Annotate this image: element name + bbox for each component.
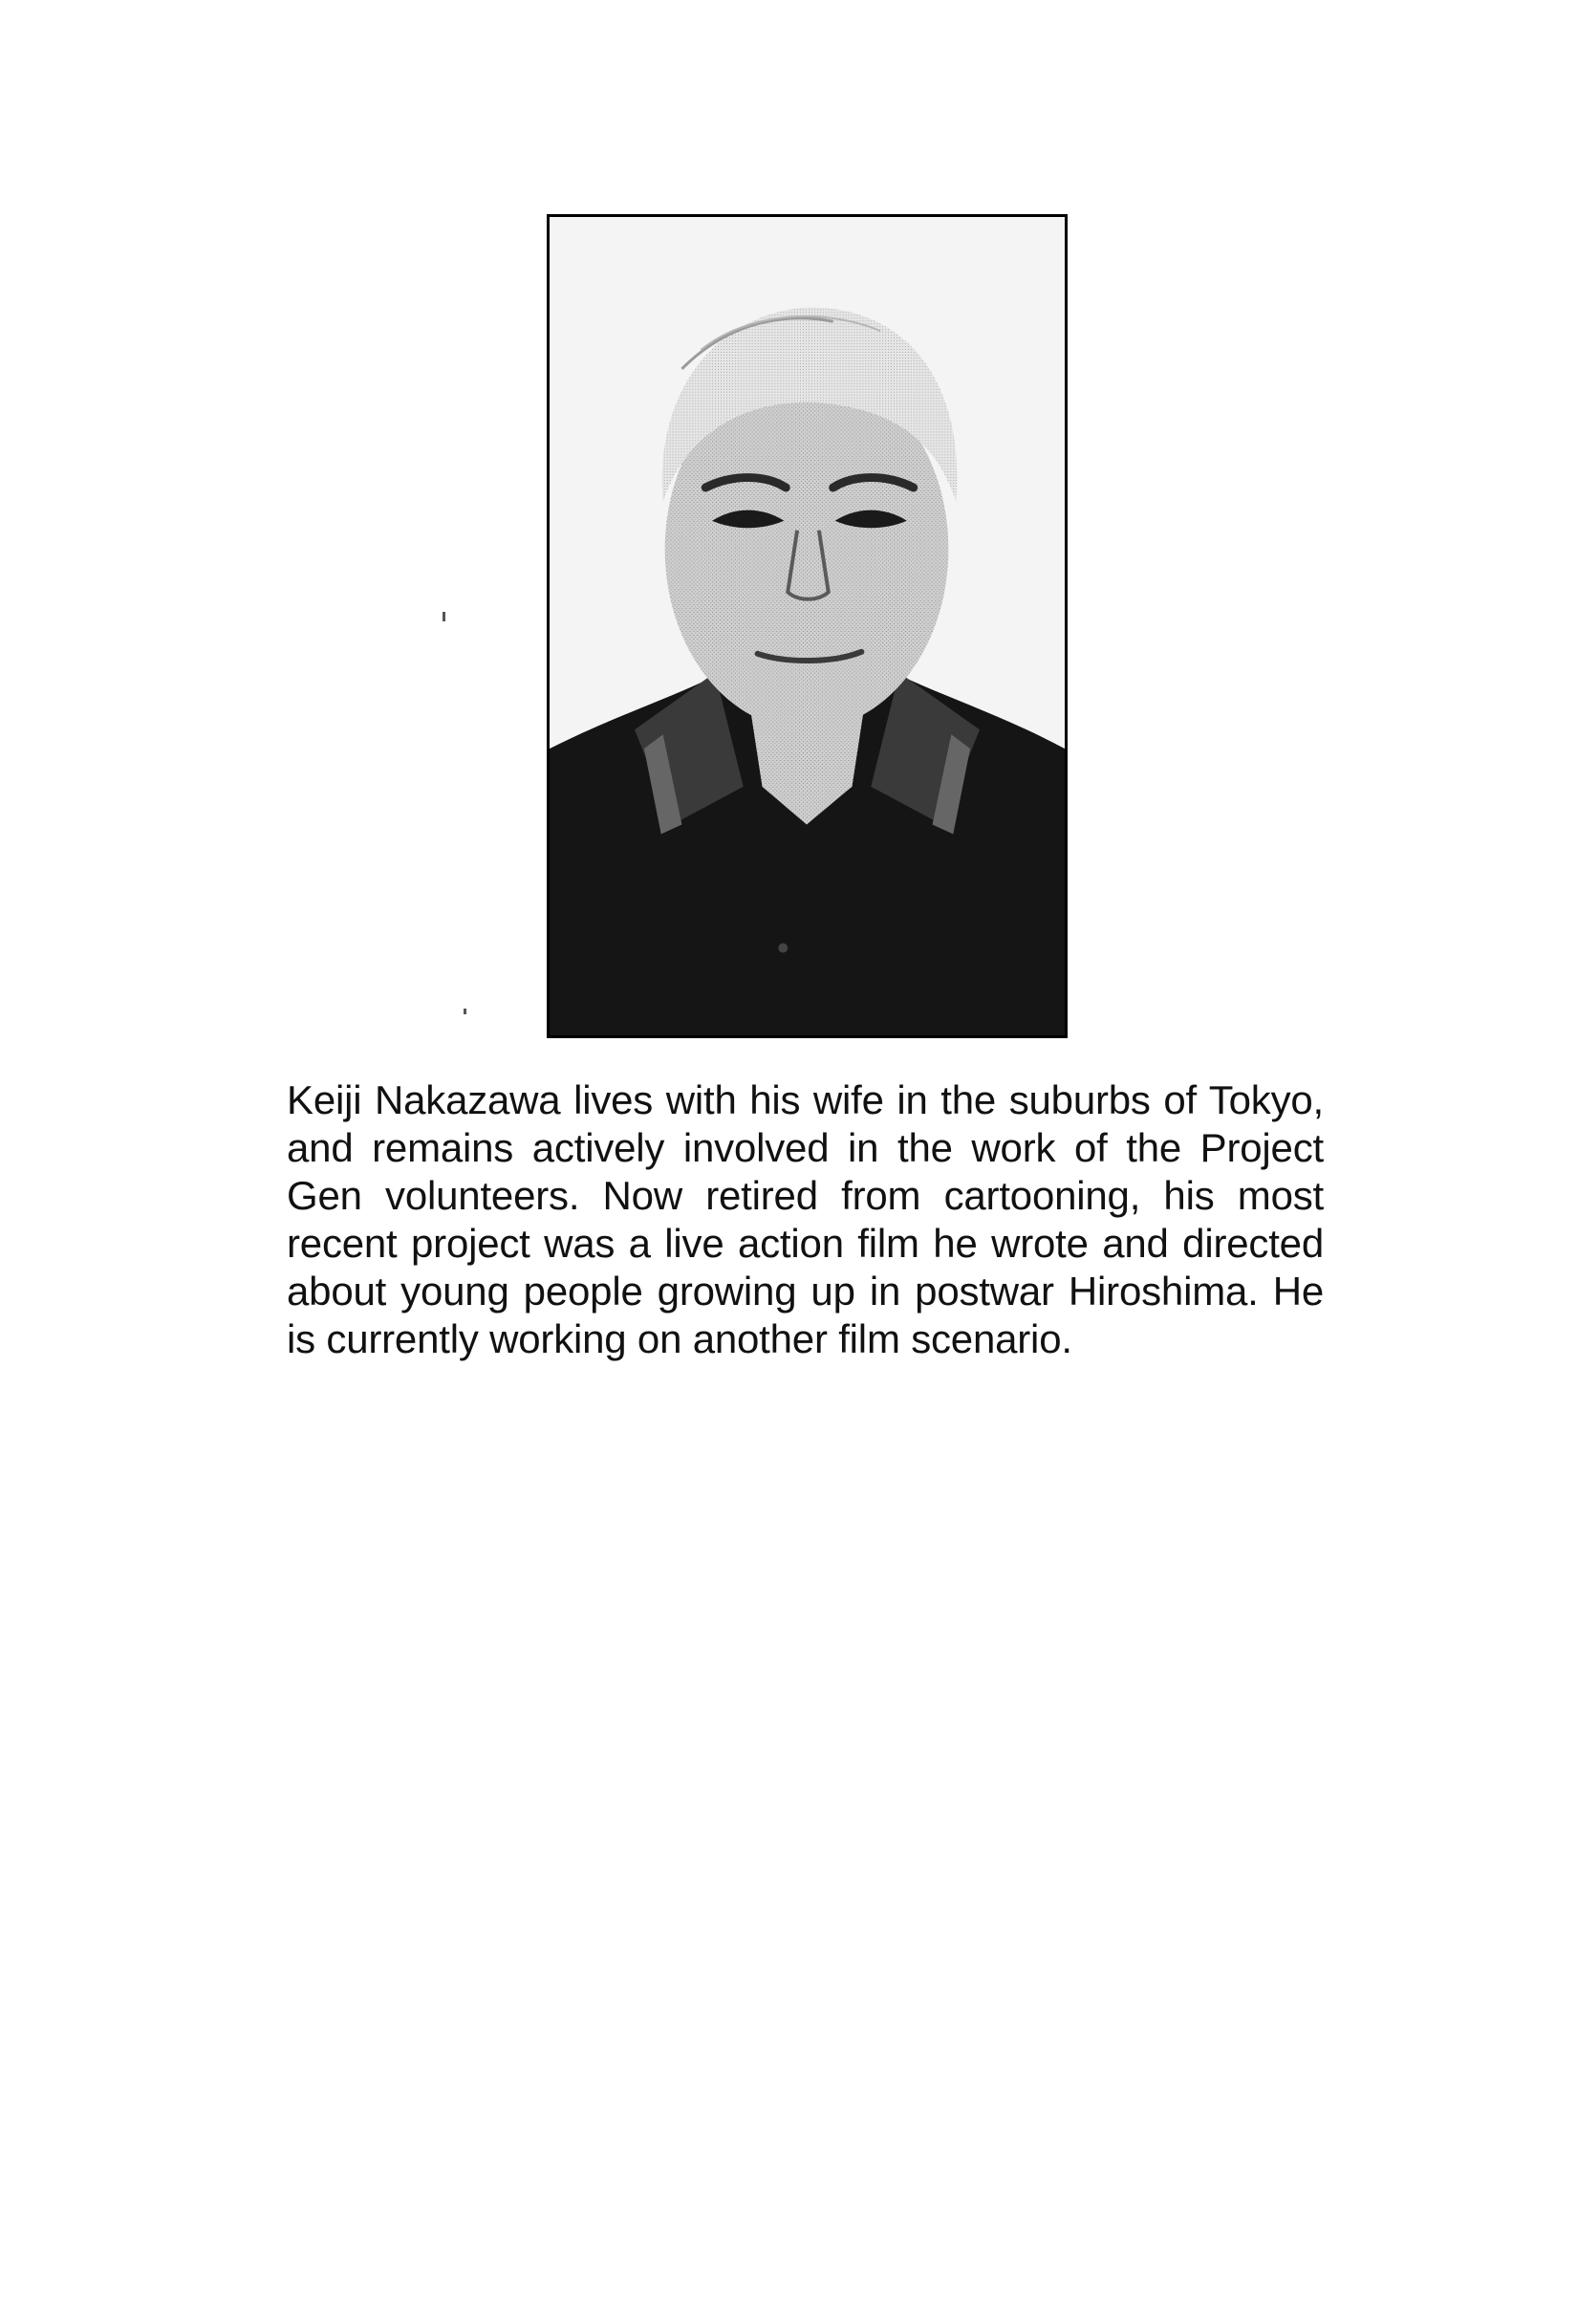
author-biography-paragraph: Keiji Nakazawa lives with his wife in the suburbs of Tokyo, and remains actively involved in the work of the Project Gen volunteers. Now retired from cartooning, his most recent project was a live action film he wrote and directed about young people growing up in postwar Hiroshima. He is currently working on another film scenario. <box>287 1077 1324 1361</box>
author-portrait-photo <box>547 214 1068 1038</box>
scan-speck <box>464 1009 466 1014</box>
scan-speck <box>443 612 445 621</box>
portrait-illustration <box>550 217 1065 1035</box>
